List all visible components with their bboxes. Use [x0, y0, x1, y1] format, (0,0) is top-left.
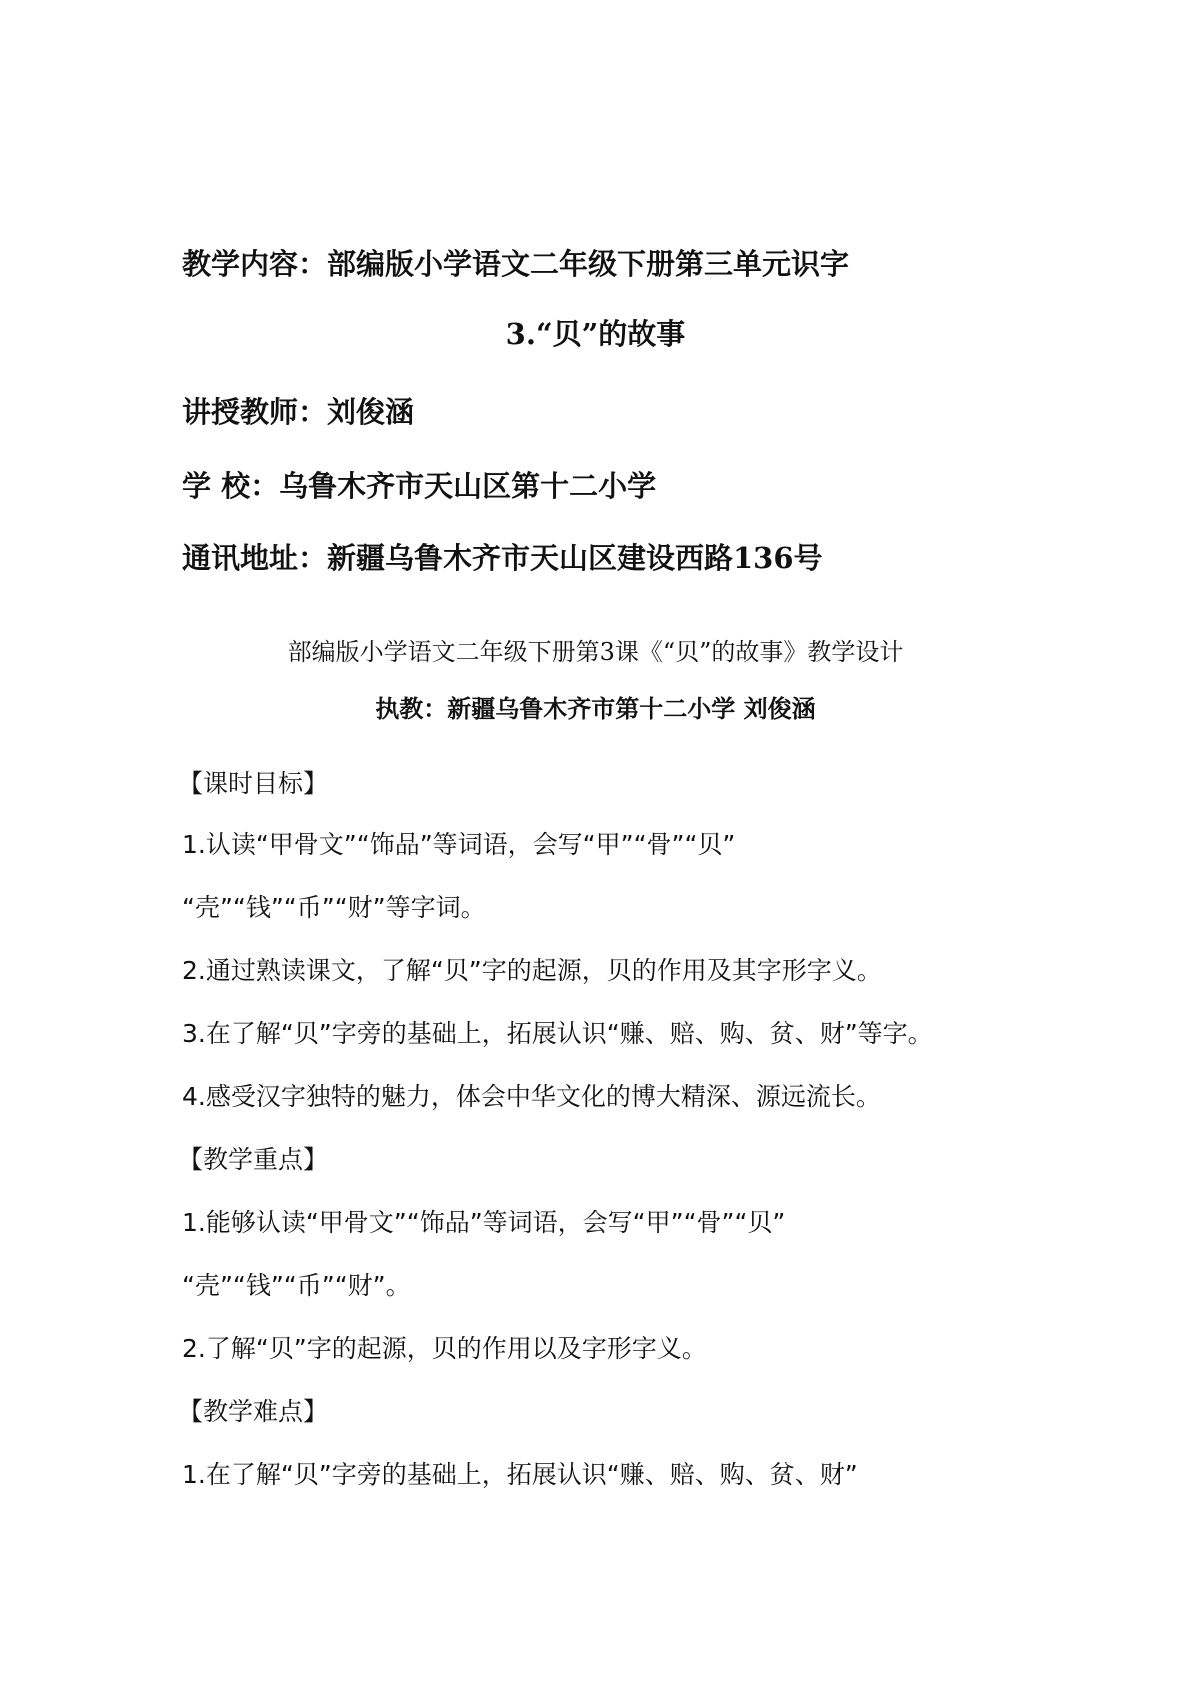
difficulties-heading: 【教学难点】 [178, 1397, 329, 1426]
teacher-line: 讲授教师：刘俊涵 [182, 395, 415, 429]
address-line: 通讯地址：新疆乌鲁木齐市天山区建设西路136号 [182, 541, 823, 575]
objective-line: 2.通过熟读课文，了解“贝”字的起源，贝的作用及其字形字义。 [182, 956, 882, 985]
objective-line: 3.在了解“贝”字旁的基础上，拓展认识“赚、赔、购、贫、财”等字。 [182, 1019, 933, 1048]
key-point-line: 1.能够认读“甲骨文”“饰品”等词语，会写“甲”“骨”“贝” [182, 1208, 786, 1237]
school-line: 学 校：乌鲁木齐市天山区第十二小学 [182, 469, 657, 503]
objective-line: 4.感受汉字独特的魅力，体会中华文化的博大精深、源远流长。 [182, 1082, 881, 1111]
design-title: 部编版小学语文二年级下册第3课《“贝”的故事》教学设计 [287, 638, 904, 666]
difficulty-line: 1.在了解“贝”字旁的基础上，拓展认识“赚、赔、购、贫、财” [182, 1460, 858, 1489]
design-author: 执教：新疆乌鲁木齐市第十二小学 刘俊涵 [375, 695, 816, 723]
lesson-title: 3.“贝”的故事 [505, 317, 686, 351]
objective-line: “壳”“钱”“币”“财”等字词。 [182, 893, 486, 922]
objective-line: 1.认读“甲骨文”“饰品”等词语，会写“甲”“骨”“贝” [182, 830, 736, 859]
objectives-heading: 【课时目标】 [178, 769, 329, 798]
key-point-line: 2.了解“贝”字的起源，贝的作用以及字形字义。 [182, 1334, 707, 1363]
key-points-heading: 【教学重点】 [178, 1145, 329, 1174]
key-point-line: “壳”“钱”“币”“财”。 [182, 1271, 411, 1300]
teaching-content: 教学内容：部编版小学语文二年级下册第三单元识字 [182, 247, 850, 281]
